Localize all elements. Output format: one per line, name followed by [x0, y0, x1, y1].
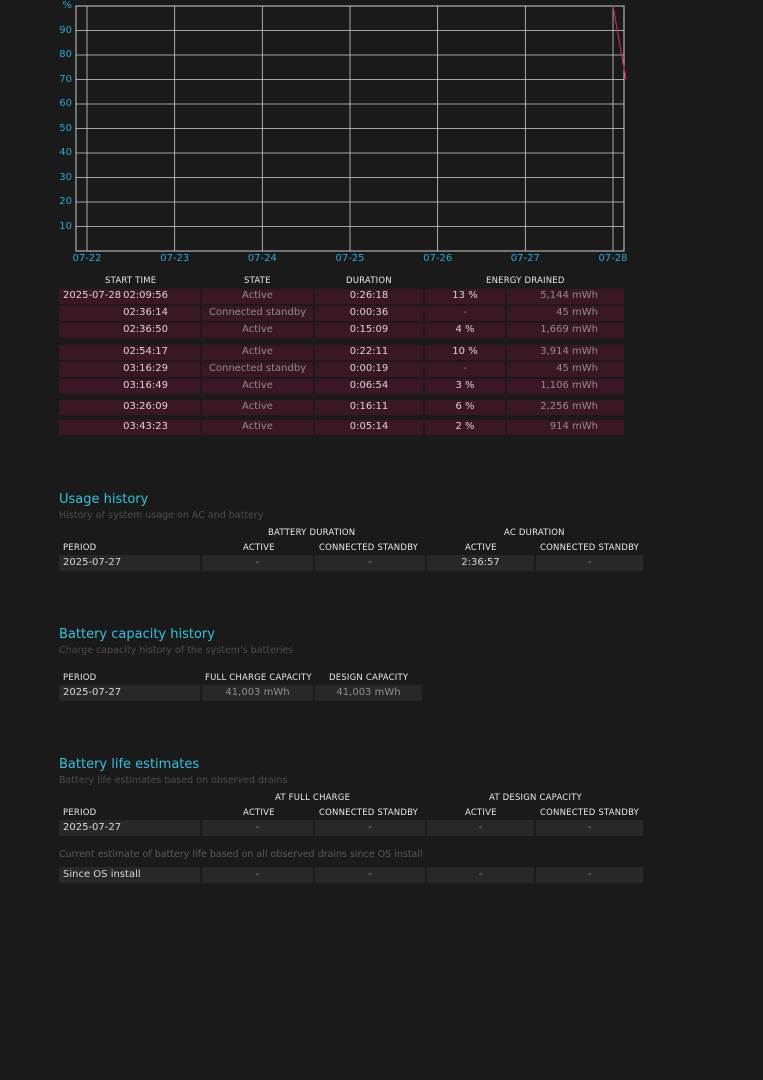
state: Active	[242, 290, 273, 301]
y-tick-label: 40	[59, 147, 72, 158]
x-tick-label: 07-22	[72, 253, 102, 264]
energy-mwh: 1,669 mWh	[540, 324, 598, 335]
state: Active	[242, 346, 273, 357]
design-active-value: -	[478, 822, 483, 833]
state: Active	[242, 401, 273, 412]
state: Connected standby	[208, 307, 307, 318]
start-time: 03:43:23	[123, 421, 168, 432]
y-tick-label: 90	[59, 24, 72, 36]
energy-percent: 10 %	[452, 346, 478, 357]
usage-history-subtitle: History of system usage on AC and battery	[59, 510, 264, 521]
since-full-active-value: -	[255, 869, 260, 880]
usage-history-title: Usage history	[59, 492, 149, 507]
y-tick-label: 30	[59, 171, 72, 183]
design-capacity-value: 41,003 mWh	[336, 687, 401, 698]
ac-active-value: 2:36:57	[461, 557, 500, 568]
chart-plot	[0, 0, 763, 270]
x-tick-label: 07-23	[160, 253, 190, 264]
start-date: 2025-07-28	[63, 290, 122, 301]
duration: 0:06:54	[349, 380, 389, 391]
y-tick-label: 60	[59, 98, 72, 109]
energy-percent: 4 %	[455, 324, 475, 335]
y-tick-label: 80	[59, 49, 72, 60]
energy-mwh: 1,106 mWh	[540, 380, 598, 391]
battery-active-value: -	[255, 557, 260, 568]
at-full-charge-header: AT FULL CHARGE	[275, 793, 351, 803]
battery-active-header: ACTIVE	[243, 543, 275, 553]
energy-mwh: 2,256 mWh	[540, 401, 598, 412]
x-tick-label: 07-24	[247, 253, 277, 264]
start-time: 02:36:14	[123, 307, 168, 318]
duration: 0:00:19	[349, 363, 389, 374]
energy-mwh: 5,144 mWh	[540, 290, 598, 301]
energy-mwh: 914 mWh	[549, 421, 598, 432]
energy-mwh: 45 mWh	[556, 307, 598, 318]
period-header: PERIOD	[63, 673, 97, 683]
start-time: 02:09:56	[123, 290, 168, 301]
energy-percent: 13 %	[452, 290, 478, 301]
since-design-active-value: -	[478, 869, 483, 880]
current-estimate-note: Current estimate of battery life based on all observed drains since OS install	[59, 849, 423, 860]
ac-duration-header: AC DURATION	[504, 528, 565, 538]
since-os-install-label: Since OS install	[63, 869, 141, 880]
full-active-header: ACTIVE	[243, 808, 275, 818]
battery-standby-header: CONNECTED STANDBY	[319, 543, 419, 553]
state: Active	[242, 421, 273, 432]
y-tick-label: 10	[59, 220, 72, 232]
start-time: 02:54:17	[123, 346, 168, 357]
period-value: 2025-07-27	[63, 687, 122, 698]
x-tick-label: 07-27	[510, 253, 540, 264]
header-state: STATE	[244, 276, 271, 286]
full-charge-header: FULL CHARGE CAPACITY	[205, 673, 312, 683]
design-active-header: ACTIVE	[465, 808, 497, 818]
header-start-time: START TIME	[105, 276, 157, 286]
period-header: PERIOD	[63, 543, 97, 553]
start-time: 03:26:09	[123, 401, 168, 412]
duration: 0:26:18	[349, 290, 389, 301]
ac-standby-value: -	[587, 557, 592, 568]
period-value: 2025-07-27	[63, 822, 122, 833]
start-time: 03:16:49	[123, 380, 168, 391]
energy-percent: -	[463, 363, 467, 374]
at-design-capacity-header: AT DESIGN CAPACITY	[489, 793, 582, 803]
energy-percent: 2 %	[455, 421, 475, 432]
state: Connected standby	[208, 363, 307, 374]
y-axis-unit: %	[62, 0, 72, 11]
battery-duration-header: BATTERY DURATION	[268, 528, 356, 538]
design-standby-value: -	[587, 822, 592, 833]
y-tick-label: 20	[59, 196, 72, 207]
energy-mwh: 3,914 mWh	[540, 346, 598, 357]
life-estimates-subtitle: Battery life estimates based on observed drains	[59, 775, 288, 786]
ac-standby-header: CONNECTED STANDBY	[540, 543, 640, 553]
x-tick-label: 07-28	[598, 253, 628, 264]
energy-percent: 3 %	[455, 380, 475, 391]
duration: 0:05:14	[349, 421, 389, 432]
full-standby-header: CONNECTED STANDBY	[319, 808, 419, 818]
x-tick-label: 07-26	[423, 253, 453, 264]
y-tick-label: 50	[59, 122, 72, 134]
since-design-standby-value: -	[587, 869, 592, 880]
battery-standby-value: -	[368, 557, 372, 568]
ac-active-header: ACTIVE	[465, 543, 497, 553]
energy-percent: 6 %	[455, 401, 475, 412]
capacity-history-subtitle: Charge capacity history of the system's batteries	[59, 645, 294, 656]
since-full-standby-value: -	[368, 869, 372, 880]
duration: 0:00:36	[349, 307, 389, 318]
full-charge-value: 41,003 mWh	[225, 687, 290, 698]
duration: 0:16:11	[349, 401, 389, 412]
duration: 0:15:09	[349, 324, 389, 335]
duration: 0:22:11	[349, 346, 389, 357]
life-estimates-title: Battery life estimates	[59, 757, 200, 772]
header-energy-drained: ENERGY DRAINED	[486, 276, 565, 286]
x-tick-label: 07-25	[335, 253, 365, 264]
full-standby-value: -	[368, 822, 372, 833]
header-duration: DURATION	[346, 276, 392, 286]
design-standby-header: CONNECTED STANDBY	[540, 808, 640, 818]
start-time: 03:16:29	[123, 363, 168, 374]
y-tick-label: 70	[59, 73, 72, 85]
start-time: 02:36:50	[123, 324, 168, 335]
energy-mwh: 45 mWh	[556, 363, 598, 374]
period-value: 2025-07-27	[63, 557, 122, 568]
design-capacity-header: DESIGN CAPACITY	[329, 673, 409, 683]
full-active-value: -	[255, 822, 260, 833]
energy-percent: -	[463, 307, 467, 318]
capacity-history-title: Battery capacity history	[59, 627, 215, 642]
state: Active	[242, 324, 273, 335]
period-header: PERIOD	[63, 808, 97, 818]
state: Active	[242, 380, 273, 391]
